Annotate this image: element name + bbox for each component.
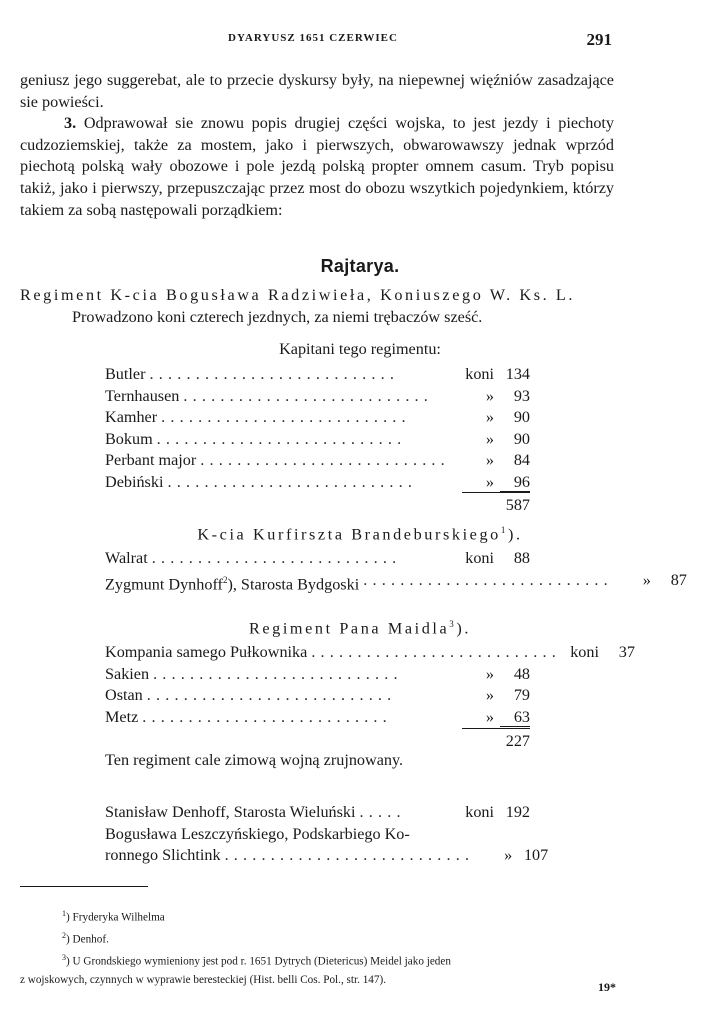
captain-name (105, 570, 359, 592)
list-item (105, 407, 530, 429)
unit-label: » (504, 846, 513, 864)
list-item (105, 802, 530, 824)
sum-rule (462, 492, 530, 493)
captain-name: Stanisław Denhoff, Starosta Wieluński (105, 803, 356, 821)
leader-dots: ........................... (146, 686, 397, 704)
leader-dots: ........................... (161, 408, 411, 426)
list-item (105, 664, 530, 686)
captain-name: Bokum (105, 429, 153, 448)
captain-name: Perbant major (105, 451, 197, 469)
list-item (105, 642, 635, 664)
footnote (20, 927, 616, 949)
horse-count: 87 (670, 570, 687, 589)
roster-regiment-1 (105, 364, 530, 493)
horse-count: 96 (500, 472, 530, 493)
roster-others (105, 802, 549, 867)
horse-count: 84 (513, 451, 530, 469)
footnote (20, 949, 616, 971)
list-item (105, 570, 687, 593)
horse-count: 90 (513, 429, 530, 448)
unit-label: » (485, 429, 494, 448)
captain-name: Bogusława Leszczyńskiego, Podskarbiego Ko- (105, 824, 410, 843)
footnote-ref: 3 (449, 619, 457, 629)
leader-dots: ........................... (200, 451, 450, 469)
leader-dots: ........................... (183, 386, 434, 405)
unit-label: koni (570, 643, 599, 661)
body-text (20, 70, 614, 221)
footnote-text: ) Fryderyka Wilhelma (66, 911, 165, 924)
captain-name: Ternhausen (105, 386, 180, 405)
unit-label: » (642, 570, 651, 589)
page-header (0, 30, 720, 54)
leader-dots: ........................... (224, 846, 475, 864)
section-heading: Rajtarya. (320, 256, 400, 276)
footnote-number: 1 (62, 909, 66, 918)
leader-dots: ........................... (363, 570, 613, 589)
captain-name: Sakien (105, 664, 150, 683)
captain-name: Walrat (105, 549, 148, 567)
regiment-3-title (0, 619, 720, 638)
list-item (105, 707, 530, 729)
horse-count: 134 (505, 365, 530, 383)
horse-count: 88 (513, 549, 530, 567)
regiment-2-title-end: ). (507, 525, 523, 544)
horse-count: 93 (513, 386, 530, 405)
footnote-continuation: z wojskowych, czynnych w wyprawie beresteckiej (Hist. belli Cos. Pol., str. 147). (20, 973, 387, 986)
leader-dots: ..... (359, 803, 406, 821)
paragraph-2 (20, 113, 614, 221)
list-item (105, 364, 530, 386)
captain-name: Butler (105, 365, 146, 383)
footnotes (20, 905, 616, 989)
horse-count: 63 (500, 707, 530, 728)
captain-name: Debiński (105, 472, 164, 491)
unit-label: » (485, 472, 494, 491)
captain-name: Ostan (105, 686, 143, 704)
horse-count: 192 (505, 803, 530, 821)
leader-dots: ........................... (149, 365, 400, 383)
captains-heading: Kapitani tego regimentu: (279, 340, 441, 358)
roster-regiment-3 (105, 642, 635, 728)
unit-label: » (485, 408, 494, 426)
footnote-ref: 1 (500, 525, 508, 535)
regiment-2-title (0, 525, 720, 544)
paragraph-1: geniusz jego suggerebat, ale to przecie dyskursy były, na niepewnej więźniów zasadzające sie powieści. (20, 71, 614, 111)
captain-name: Kamher (105, 408, 158, 426)
footnote (20, 905, 616, 927)
horse-count: 79 (513, 686, 530, 704)
paragraph-marker: 3. (64, 114, 77, 133)
list-item (105, 386, 530, 408)
captain-name: Metz (105, 707, 139, 726)
list-item (105, 450, 530, 472)
unit-label: » (485, 686, 494, 704)
leader-dots: ........................... (142, 707, 392, 726)
list-item (105, 685, 530, 707)
captain-name-text: Zygmunt Dynhoff (105, 574, 223, 593)
running-title: DYARYUSZ 1651 CZERWIEC (228, 32, 398, 44)
footnote-ref: 2 (222, 574, 228, 585)
leader-dots: ........................... (153, 664, 403, 683)
captain-name: Kompania samego Pułkownika (105, 643, 308, 661)
horse-count: 48 (513, 664, 530, 683)
signature-mark: 19* (598, 980, 616, 994)
regiment-3-title-text: Regiment Pana Maidla (248, 619, 450, 638)
footnote-text: ) U Grondskiego wymieniony jest pod r. 1651 Dytrych (Dietericus) Meidel jako jeden (66, 956, 451, 969)
paragraph-2-text: Odprawował sie znowu popis drugiej części wojska, to jest jezdy i piechoty cudzoziemskiej, także za mostem, jako i pierwszych, obwarowawszy jednak wprzód piechotą polską wały obozowe i pole jezdą polską propter omnem casum. Tryb popisu takiż, jako i pierwszy, przepuszczając przez most do obozu wszytkich pojedynkiem, którzy takiem za sobą następowali porządkiem: (20, 114, 615, 219)
unit-label: koni (465, 365, 494, 383)
regiment-1-subtitle: Prowadzono koni czterech jezdnych, za niemi trębaczów sześć. (72, 308, 483, 326)
captain-name: ronnego Slichtink (105, 846, 221, 864)
sum-rule (462, 728, 530, 729)
footnote-rule (20, 886, 148, 887)
horse-count: 90 (513, 408, 530, 426)
unit-label: » (485, 664, 494, 683)
captain-name-rest: ), Starosta Bydgoski (227, 574, 360, 593)
leader-dots: ........................... (311, 643, 561, 661)
horse-count: 37 (618, 643, 635, 661)
leader-dots: ........................... (167, 472, 418, 491)
list-item (105, 548, 530, 570)
list-item (105, 845, 549, 867)
horse-count: 107 (523, 846, 549, 864)
regiment-2-title-text: K-cia Kurfirszta Brandeburskiego (197, 525, 501, 544)
leader-dots: ........................... (156, 429, 407, 448)
leader-dots: ........................... (151, 549, 402, 567)
regiment-3-title-end: ). (456, 619, 472, 638)
unit-label: koni (465, 549, 494, 567)
list-item (105, 824, 530, 846)
regiment-1-title: Regiment K-cia Bogusława Radziwieła, Koniuszego W. Ks. L. (20, 286, 576, 304)
unit-label: » (485, 451, 494, 469)
regiment-3-total: 227 (505, 732, 530, 750)
page-number: 291 (586, 30, 612, 49)
regiment-1-total: 587 (505, 496, 530, 514)
footnote-text: ) Denhof. (66, 933, 109, 946)
footnote-number: 2 (62, 931, 66, 941)
footnote-number: 3 (62, 953, 66, 963)
list-item (105, 472, 530, 494)
unit-label: koni (465, 803, 494, 821)
unit-label: » (485, 386, 494, 405)
list-item (105, 429, 530, 451)
roster-regiment-2 (105, 548, 687, 593)
regiment-3-note: Ten regiment cale zimową wojną zrujnowany. (105, 751, 404, 769)
unit-label: » (485, 707, 494, 726)
